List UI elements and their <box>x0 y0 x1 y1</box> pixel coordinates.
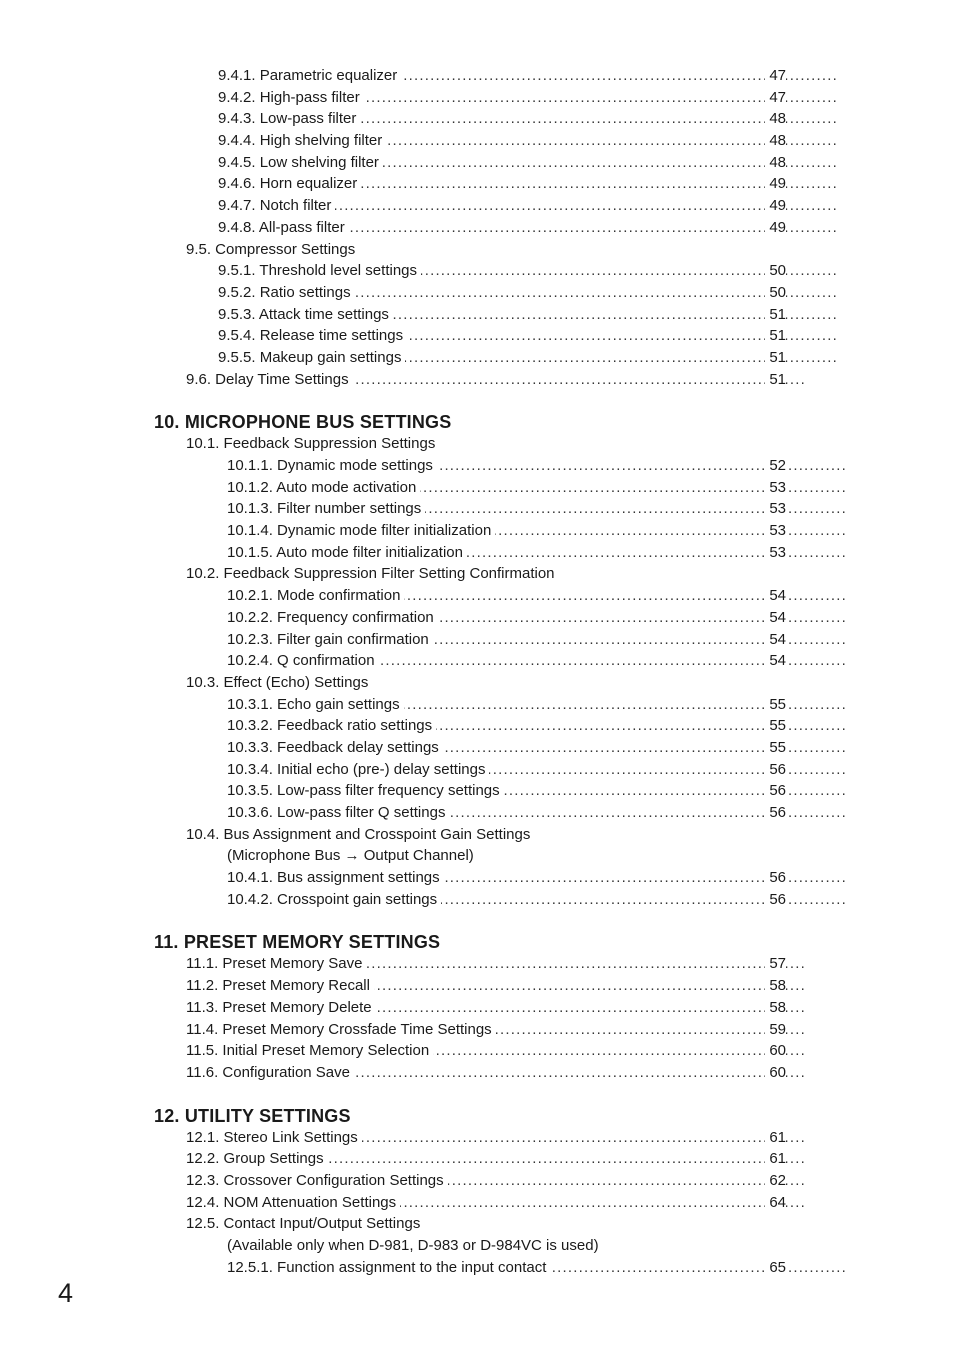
toc-entry[interactable] <box>186 1148 954 1170</box>
toc-entry-page-number: 48 <box>765 108 786 130</box>
toc-entry <box>227 845 954 867</box>
toc-entry[interactable] <box>218 130 954 152</box>
toc-entry-page-number: 47 <box>765 65 786 87</box>
section-spacer <box>0 910 954 931</box>
toc-entry-page-number: 55 <box>765 715 786 737</box>
toc-entry[interactable] <box>186 1192 954 1214</box>
toc-entry <box>186 239 954 261</box>
toc-entry-page-number: 60 <box>765 1040 786 1062</box>
toc-entry-label: ..... 11.5. Initial Preset Memory Selection <box>186 1040 433 1062</box>
toc-entry[interactable] <box>227 498 954 520</box>
toc-entry-page-number: 54 <box>765 629 786 651</box>
toc-entry-page-number: 54 <box>765 607 786 629</box>
toc-entry-page-number: 61 <box>765 1127 786 1149</box>
toc-entry-page-number: 59 <box>765 1019 786 1041</box>
toc-entry-label: ..... 10.1.3. Filter number settings <box>227 498 425 520</box>
toc-entry[interactable] <box>227 455 954 477</box>
toc-entry-label: ..... 12.5.1. Function assignment to the input contact <box>227 1257 550 1279</box>
toc-entry-page-number: 56 <box>765 802 786 824</box>
toc-entry-label: ..... 10.1.5. Auto mode filter initialization <box>227 542 467 564</box>
toc-entry[interactable] <box>227 737 954 759</box>
toc-entry[interactable] <box>186 1062 954 1084</box>
toc-entry-label: ..... 12.3. Crossover Configuration Settings <box>186 1170 448 1192</box>
toc-entry-label: ..... 9.4.6. Horn equalizer <box>218 173 361 195</box>
toc-entry[interactable] <box>227 802 954 824</box>
toc-entry[interactable] <box>186 1170 954 1192</box>
toc-entry-label: ..... 11.4. Preset Memory Crossfade Time Settings <box>186 1019 496 1041</box>
toc-entry-page-number: 52 <box>765 455 786 477</box>
toc-entry-page-number: 56 <box>765 889 786 911</box>
toc-entry[interactable] <box>227 867 954 889</box>
toc-entry-page-number: 54 <box>765 585 786 607</box>
toc-entry[interactable] <box>218 217 954 239</box>
toc-entry-label: ..... 9.4.5. Low shelving filter <box>218 152 383 174</box>
toc-entry[interactable] <box>227 629 954 651</box>
toc-entry-page-number: 47 <box>765 87 786 109</box>
toc-entry-label: ..... 11.1. Preset Memory Save <box>186 953 366 975</box>
toc-entry-label: ..... 11.2. Preset Memory Recall <box>186 975 374 997</box>
toc-entry-label: ..... 9.5.2. Ratio settings <box>218 282 355 304</box>
toc-entry[interactable] <box>218 195 954 217</box>
toc-entry-label: 10.3. Effect (Echo) Settings <box>186 672 372 694</box>
toc-entry-label: 10.1. Feedback Suppression Settings <box>186 433 439 455</box>
toc-entry-page-number: 55 <box>765 737 786 759</box>
toc-entry[interactable] <box>227 520 954 542</box>
toc-entry[interactable] <box>186 1019 954 1041</box>
toc-entry[interactable] <box>218 87 954 109</box>
toc-entry[interactable] <box>218 325 954 347</box>
toc-entry-page-number: 56 <box>765 867 786 889</box>
toc-entry-page-number: 51 <box>765 325 786 347</box>
toc-entry-label: ..... 11.3. Preset Memory Delete <box>186 997 376 1019</box>
toc-entry-page-number: 61 <box>765 1148 786 1170</box>
toc-entry-label: ..... 11.6. Configuration Save <box>186 1062 354 1084</box>
table-of-contents <box>0 65 954 1278</box>
toc-entry-label: ..... 10.3.6. Low-pass filter Q settings <box>227 802 449 824</box>
toc-entry[interactable] <box>218 282 954 304</box>
toc-entry-page-number: 58 <box>765 975 786 997</box>
toc-entry-label: ..... 12.1. Stereo Link Settings <box>186 1127 362 1149</box>
toc-entry-label: ..... 9.4.7. Notch filter <box>218 195 335 217</box>
page-number: 4 <box>58 1278 74 1308</box>
toc-entry[interactable] <box>186 1040 954 1062</box>
toc-entry-label: ..... 9.5.4. Release time settings <box>218 325 407 347</box>
toc-entry-label: ..... 10.2.1. Mode confirmation <box>227 585 404 607</box>
section-heading: 12. UTILITY SETTINGS <box>154 1105 351 1126</box>
toc-entry-label: ..... 10.1.4. Dynamic mode filter initialization <box>227 520 495 542</box>
toc-entry-page-number: 49 <box>765 173 786 195</box>
toc-entry-page-number: 60 <box>765 1062 786 1084</box>
toc-entry-label: ..... 10.3.1. Echo gain settings <box>227 694 404 716</box>
section-spacer <box>0 390 954 411</box>
toc-entry-page-number: 48 <box>765 152 786 174</box>
toc-entry-label: ..... 9.4.4. High shelving filter <box>218 130 386 152</box>
toc-entry-label: ..... 10.4.1. Bus assignment settings <box>227 867 444 889</box>
toc-entry[interactable] <box>218 108 954 130</box>
toc-entry[interactable] <box>186 997 954 1019</box>
toc-entry-page-number: 53 <box>765 477 786 499</box>
toc-entry-label: ..... 9.4.2. High-pass filter <box>218 87 364 109</box>
toc-entry <box>186 433 954 455</box>
toc-entry-page-number: 50 <box>765 282 786 304</box>
toc-entry-label: 12.5. Contact Input/Output Settings <box>186 1213 424 1235</box>
toc-entry[interactable] <box>227 542 954 564</box>
toc-entry <box>227 1235 954 1257</box>
toc-entry-page-number: 54 <box>765 650 786 672</box>
toc-entry-label: 10.2. Feedback Suppression Filter Setting Confirmation <box>186 563 559 585</box>
toc-entry-label: ..... 10.3.4. Initial echo (pre-) delay settings <box>227 759 489 781</box>
toc-entry[interactable] <box>218 304 954 326</box>
toc-entry-label: ..... 10.2.2. Frequency confirmation <box>227 607 438 629</box>
toc-entry-page-number: 53 <box>765 498 786 520</box>
toc-entry[interactable] <box>227 715 954 737</box>
toc-entry[interactable] <box>186 369 954 391</box>
toc-entry-label: ..... 9.4.1. Parametric equalizer <box>218 65 401 87</box>
toc-entry[interactable] <box>227 607 954 629</box>
toc-entry-label: ..... 10.1.1. Dynamic mode settings <box>227 455 437 477</box>
toc-entry[interactable] <box>227 889 954 911</box>
toc-entry-page-number: 53 <box>765 520 786 542</box>
section-heading: 11. PRESET MEMORY SETTINGS <box>154 932 441 953</box>
toc-entry-page-number: 51 <box>765 304 786 326</box>
toc-entry[interactable] <box>218 347 954 369</box>
section-heading: 10. MICROPHONE BUS SETTINGS <box>154 412 452 433</box>
toc-entry <box>186 672 954 694</box>
toc-entry-page-number: 57 <box>765 953 786 975</box>
toc-entry-label: (Microphone Bus → Output Channel) <box>227 845 478 867</box>
toc-entry-page-number: 65 <box>765 1257 786 1279</box>
toc-entry-page-number: 49 <box>765 195 786 217</box>
toc-entry-label: ..... 10.3.3. Feedback delay settings <box>227 737 443 759</box>
toc-entry-label: ..... 9.6. Delay Time Settings <box>186 369 353 391</box>
toc-entry-label: ..... 9.5.3. Attack time settings <box>218 304 393 326</box>
toc-entry-label: (Available only when D-981, D-983 or D-984VC is used) <box>227 1235 603 1257</box>
toc-entry[interactable] <box>227 694 954 716</box>
toc-entry[interactable] <box>186 1127 954 1149</box>
toc-entry-page-number: 51 <box>765 347 786 369</box>
toc-entry-label: ..... 9.5.5. Makeup gain settings <box>218 347 405 369</box>
toc-entry-label: ..... 12.2. Group Settings <box>186 1148 328 1170</box>
toc-entry-page-number: 53 <box>765 542 786 564</box>
toc-entry[interactable] <box>227 477 954 499</box>
toc-entry-page-number: 49 <box>765 217 786 239</box>
toc-entry-label: ..... 9.4.3. Low-pass filter <box>218 108 360 130</box>
toc-entry-label: ..... 12.4. NOM Attenuation Settings <box>186 1192 400 1214</box>
toc-entry[interactable] <box>186 953 954 975</box>
toc-entry[interactable] <box>218 152 954 174</box>
toc-entry[interactable] <box>218 65 954 87</box>
toc-entry-page-number: 48 <box>765 130 786 152</box>
toc-entry-label: ..... 10.3.5. Low-pass filter frequency settings <box>227 780 504 802</box>
toc-entry-label: ..... 10.3.2. Feedback ratio settings <box>227 715 436 737</box>
toc-entry-page-number: 56 <box>765 780 786 802</box>
toc-entry[interactable] <box>227 780 954 802</box>
toc-entry[interactable] <box>218 173 954 195</box>
toc-entry-label: ..... 9.5.1. Threshold level settings <box>218 260 421 282</box>
toc-entry <box>186 824 954 846</box>
toc-entry-label: ..... 10.2.3. Filter gain confirmation <box>227 629 433 651</box>
toc-entry-page-number: 56 <box>765 759 786 781</box>
toc-entry-page-number: 58 <box>765 997 786 1019</box>
toc-entry <box>186 563 954 585</box>
toc-entry[interactable] <box>227 585 954 607</box>
toc-entry[interactable] <box>227 1257 954 1279</box>
toc-entry-label: ..... 9.4.8. All-pass filter <box>218 217 349 239</box>
toc-entry[interactable] <box>186 975 954 997</box>
toc-entry-label: ..... 10.2.4. Q confirmation <box>227 650 379 672</box>
section-spacer <box>0 1084 954 1105</box>
toc-entry-label: 10.4. Bus Assignment and Crosspoint Gain Settings <box>186 824 534 846</box>
toc-entry-label: ..... 10.4.2. Crosspoint gain settings <box>227 889 441 911</box>
toc-entry[interactable] <box>227 650 954 672</box>
toc-entry-page-number: 50 <box>765 260 786 282</box>
toc-entry[interactable] <box>218 260 954 282</box>
toc-entry-page-number: 55 <box>765 694 786 716</box>
toc-entry-page-number: 51 <box>765 369 786 391</box>
toc-entry-page-number: 62 <box>765 1170 786 1192</box>
toc-entry[interactable] <box>227 759 954 781</box>
toc-entry <box>186 1213 954 1235</box>
toc-entry-label: ..... 10.1.2. Auto mode activation <box>227 477 420 499</box>
toc-entry-label: 9.5. Compressor Settings <box>186 239 359 261</box>
toc-entry-page-number: 64 <box>765 1192 786 1214</box>
